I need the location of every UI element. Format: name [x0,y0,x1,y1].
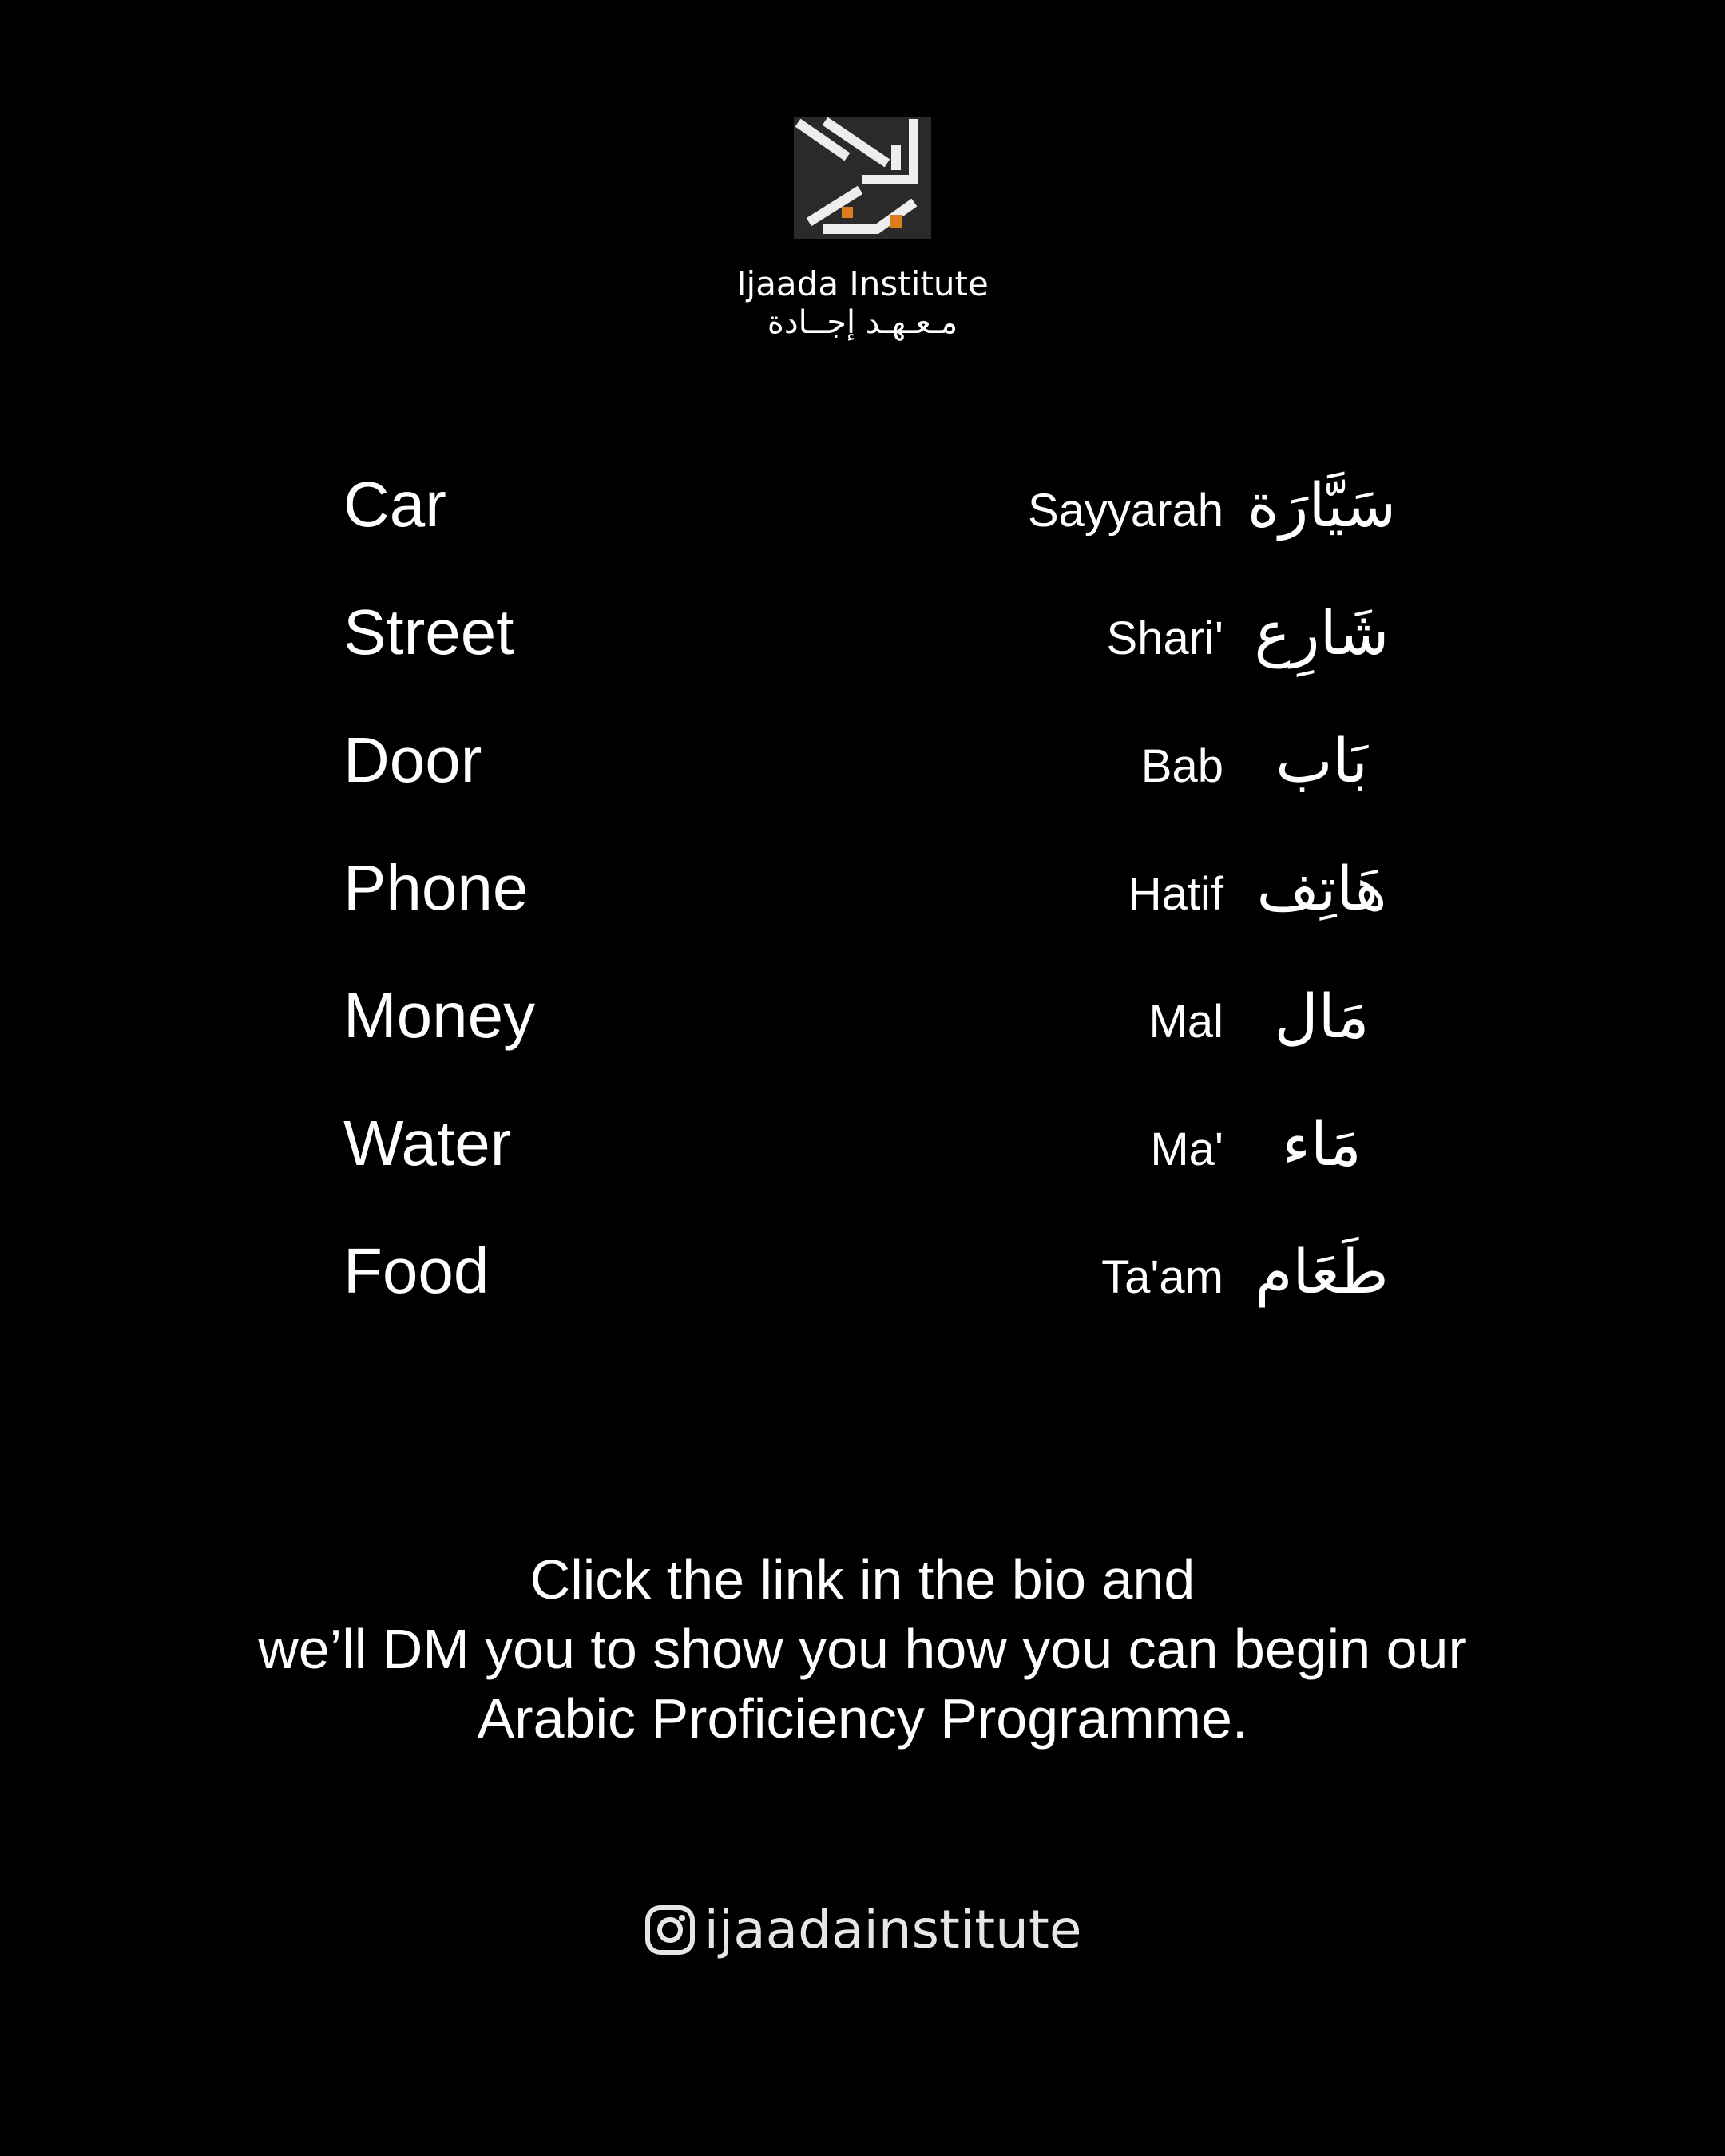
instagram-handle-block [0,1894,1725,1975]
vocab-list [343,455,1398,1349]
vocab-row-water [343,1094,1398,1222]
arabic-word: بَاب [1275,725,1368,796]
transliteration: Ta'am [1101,1251,1223,1303]
ijaada-logo-icon [794,117,931,239]
vocab-row-door [343,711,1398,838]
transliteration: Ma' [1150,1124,1223,1175]
arabic-word: مَاء [1282,1108,1362,1179]
english-word: Money [343,980,536,1051]
brand-name-english: Ijaada Institute [736,264,989,303]
english-word: Street [343,596,514,668]
vocab-row-money [343,966,1398,1094]
instagram-handle[interactable]: ijaadainstitute [704,1899,1082,1960]
english-word: Food [343,1235,490,1306]
english-word: Phone [343,852,529,923]
vocab-row-street [343,583,1398,711]
call-to-action [0,1545,1725,1754]
cta-line-3: Arabic Proficiency Programme. [477,1687,1248,1750]
transliteration: Mal [1148,996,1223,1048]
arabic-word: شَارِع [1254,597,1390,668]
arabic-word: طَعَام [1255,1236,1389,1307]
vocab-row-phone [343,838,1398,966]
transliteration: Shari' [1106,612,1223,664]
brand-name-arabic: مـعـهـد إجــادة [767,304,958,341]
english-word: Car [343,469,446,540]
cta-line-1: Click the link in the bio and [529,1548,1196,1611]
transliteration: Hatif [1128,868,1223,920]
cta-line-2: we’ll DM you to show you how you can begin our [258,1618,1467,1680]
transliteration: Sayyarah [1027,485,1223,537]
english-word: Water [343,1108,512,1179]
vocab-row-car [343,455,1398,583]
instagram-icon [644,1904,696,1956]
arabic-word: هَاتِف [1256,853,1387,924]
arabic-word: سَيَّارَة [1247,470,1397,541]
transliteration: Bab [1140,740,1223,792]
arabic-word: مَال [1274,981,1370,1052]
vocab-row-food [343,1222,1398,1349]
english-word: Door [343,724,482,795]
